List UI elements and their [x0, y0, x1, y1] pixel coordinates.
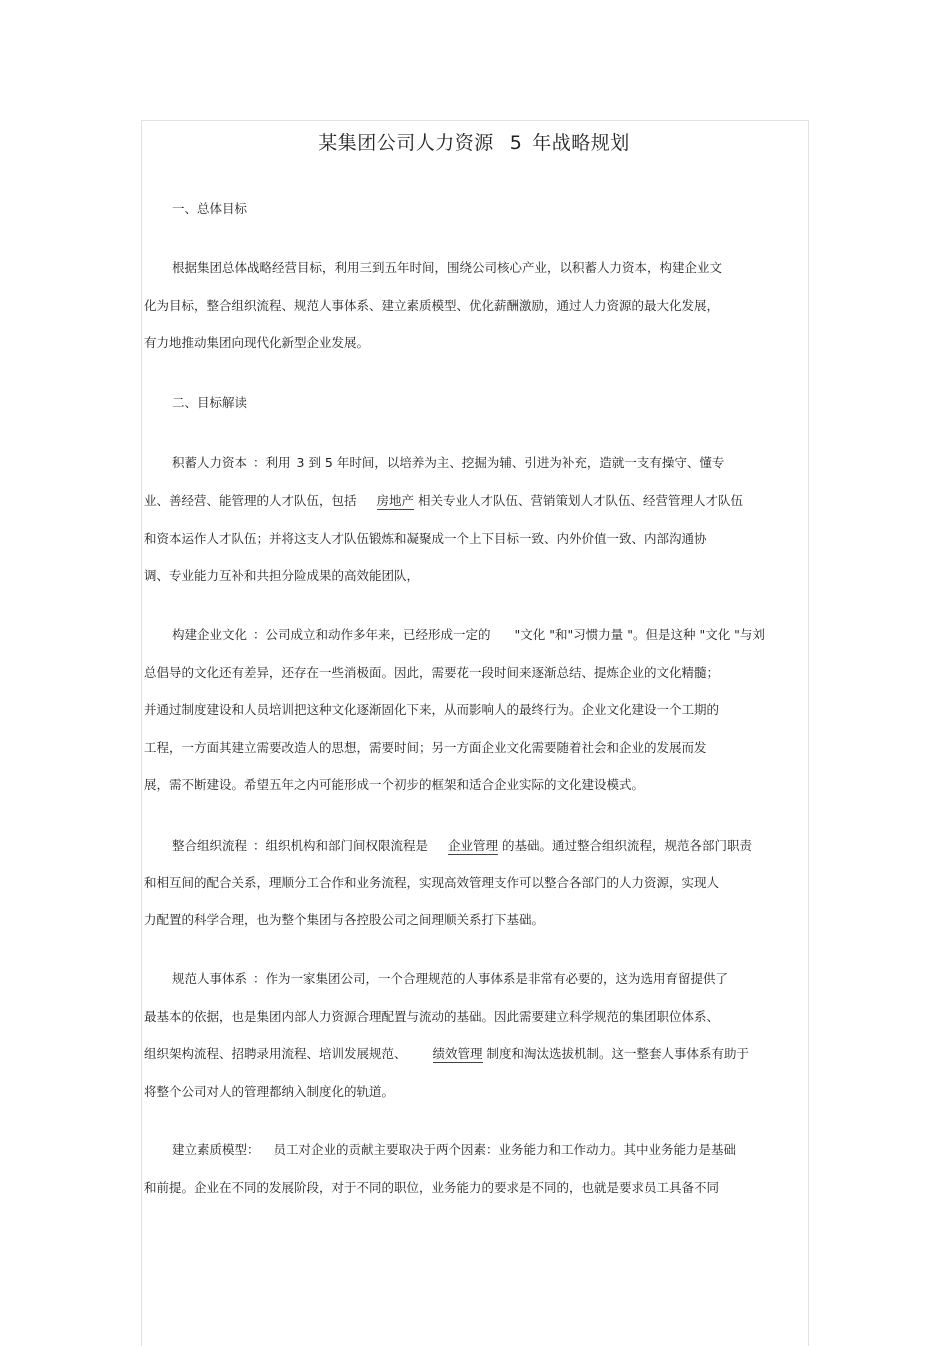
item-term: 规范人事体系: [172, 971, 248, 986]
paragraph-line: [172, 1140, 736, 1158]
document-title: [141, 128, 807, 155]
paragraph-line: [172, 453, 724, 471]
text-run: ：组织机构和部门间权限流程是: [253, 838, 429, 853]
text-run: 组织架构流程、招聘录用流程、培训发展规范、: [144, 1046, 407, 1061]
paragraph-line: 力配置的科学合理，也为整个集团与各控股公司之间理顺关系打下基础。: [144, 912, 545, 927]
item-term: 积蓄人力资本: [172, 455, 248, 470]
paragraph-line: 并通过制度建设和人员培训把这种文化逐渐固化下来，从而影响人的最终行为。企业文化建设一个工期的: [144, 702, 720, 717]
paragraph-line: 最基本的依据，也是集团内部人力资源合理配置与流动的基础。因此需要建立科学规范的集团职位体系、: [144, 1009, 720, 1024]
title-part-1: 某集团公司人力资源: [318, 132, 494, 154]
title-part-2: 5: [509, 132, 523, 154]
paragraph-line: 化为目标，整合组织流程、规范人事体系、建立素质模型、优化薪酬激励，通过人力资源的最大化发展，: [144, 298, 720, 313]
text-run: 3 到 5 年时间，以培养为主、挖掘为辅、引进为补充，造就一支有操守、懂专: [296, 455, 725, 470]
paragraph-line: [172, 836, 752, 854]
item-term: 整合组织流程: [172, 838, 248, 853]
paragraph-line: [144, 1044, 749, 1062]
paragraph-line: 工程，一方面其建立需要改造人的思想，需要时间；另一方面企业文化需要随着社会和企业的发展而发: [144, 740, 707, 755]
text-run: 制度和淘汰选拔机制。这一整套人事体系有助于: [486, 1046, 750, 1061]
link-text-real-estate[interactable]: 房地产: [376, 493, 415, 508]
paragraph-line: 根据集团总体战略经营目标，利用三到五年时间，围绕公司核心产业，以积蓄人力资本，构建企业文: [172, 260, 723, 275]
paragraph-line: 和前提。企业在不同的发展阶段，对于不同的职位，业务能力的要求是不同的，也就是要求员工具备不同: [144, 1180, 720, 1195]
text-run: 的基础。通过整合组织流程，规范各部门职责: [502, 838, 753, 853]
text-run: ：公司成立和动作多年来，已经形成一定的: [253, 627, 491, 642]
paragraph-line: [144, 491, 743, 509]
item-term: 建立素质模型：: [172, 1142, 260, 1157]
section-heading-2: 二、目标解读: [172, 395, 248, 410]
paragraph-line: [172, 625, 765, 643]
title-part-3: 年战略规划: [532, 132, 630, 154]
paragraph-line: 调、专业能力互补和共担分险成果的高效能团队，: [144, 568, 420, 583]
text-run: ：利用: [253, 455, 291, 470]
paragraph-line: 和资本运作人才队伍；并将这支人才队伍锻炼和凝聚成一个上下目标一致、内外价值一致、内部沟通协: [144, 531, 707, 546]
paragraph-line: 展，需不断建设。希望五年之内可能形成一个初步的框架和适合企业实际的文化建设模式。: [144, 777, 645, 792]
paragraph-line: 有力地推动集团向现代化新型企业发展。: [144, 335, 370, 350]
paragraph-line: [172, 969, 728, 987]
section-heading-1: 一、总体目标: [172, 201, 248, 216]
item-term: 构建企业文化: [172, 627, 248, 642]
text-run: 员工对企业的贡献主要取决于两个因素：业务能力和工作动力。其中业务能力是基础: [273, 1142, 737, 1157]
paragraph-line: 总倡导的文化还有差异，还存在一些消极面。因此，需要花一段时间来逐渐总结、提炼企业的文化精髓；: [144, 665, 720, 680]
paragraph-line: 将整个公司对人的管理都纳入制度化的轨道。: [144, 1084, 395, 1099]
text-run: 业、善经营、能管理的人才队伍，包括: [144, 493, 357, 508]
text-run: "文化 "和"习惯力量 "。但是这种 "文化 "与刘: [514, 627, 765, 642]
text-run: ：作为一家集团公司，一个合理规范的人事体系是非常有必要的，这为选用育留提供了: [253, 971, 729, 986]
link-text-enterprise-management[interactable]: 企业管理: [448, 838, 499, 853]
text-run: 相关专业人才队伍、营销策划人才队伍、经营管理人才队伍: [418, 493, 744, 508]
paragraph-line: 和相互间的配合关系，理顺分工合作和业务流程，实现高效管理支作可以整合各部门的人力资源，实现人: [144, 875, 720, 890]
link-text-performance-management[interactable]: 绩效管理: [432, 1046, 483, 1061]
